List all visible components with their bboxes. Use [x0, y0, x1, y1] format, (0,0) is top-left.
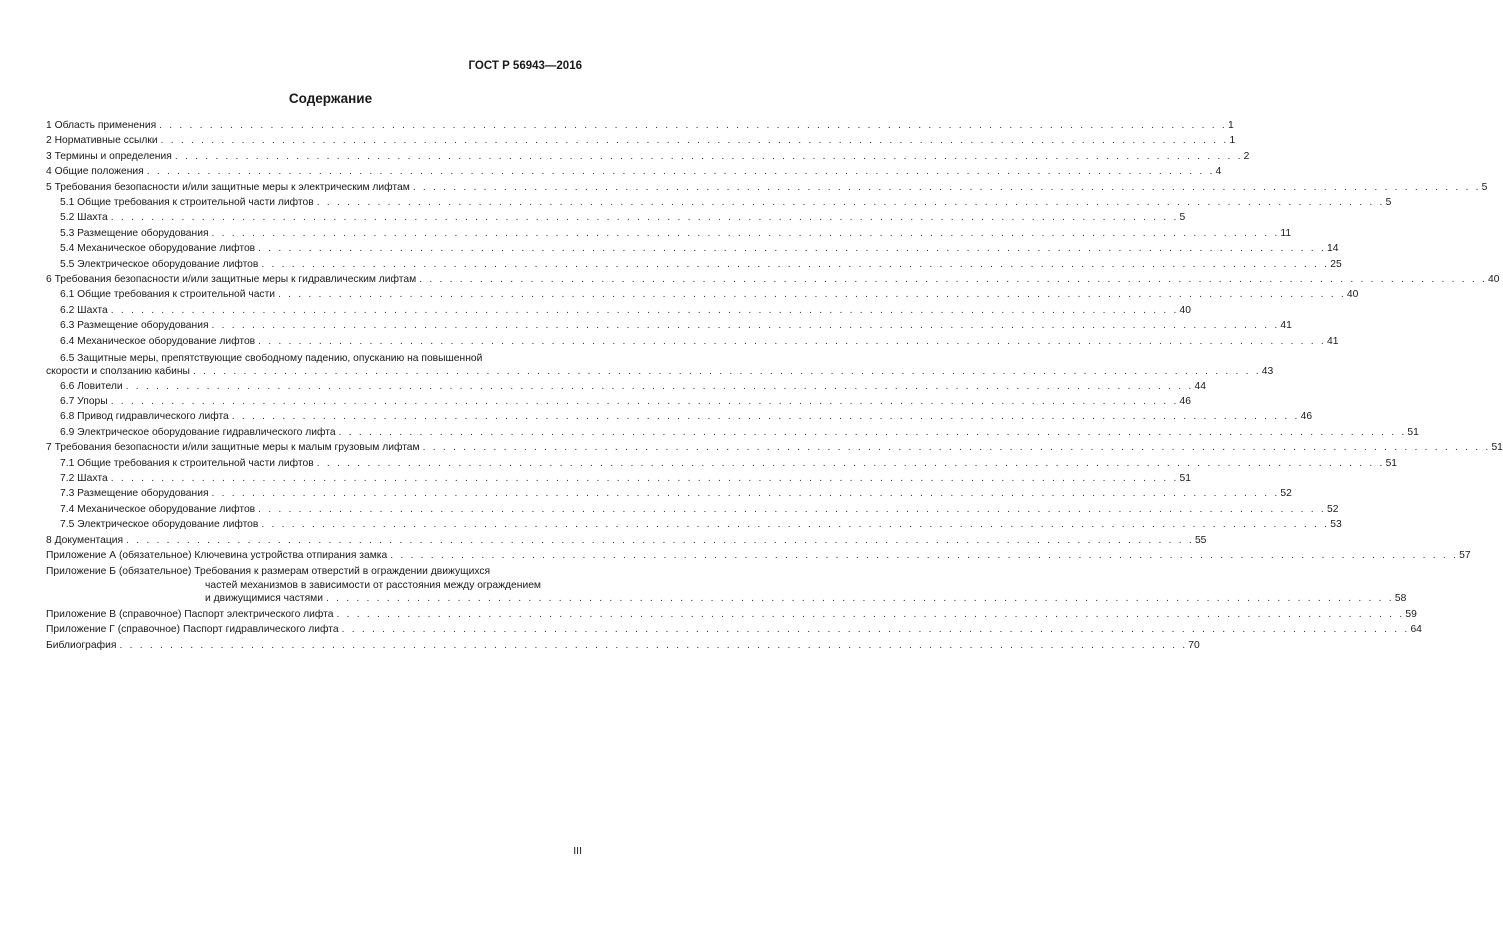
toc-entry-label: 7.3 Размещение оборудования — [60, 488, 209, 500]
toc-entry-label: 2 Нормативные ссылки — [46, 135, 158, 147]
dot-leader: . . . . . . . . . . . . . . . . . . . . . . . . . . . . . . . . . . . . . . . . . . . . . . . . . . . . . . . . . . . . . . . . . . . . . . . . . . . . . . . . . . . . . . . . . . . . . . . . . . . . . . . . . . — [211, 227, 1280, 239]
toc-entry-label: 6.4 Механическое оборудование лифтов — [60, 335, 256, 347]
dot-leader: . . . . . . . . . . . . . . . . . . . . . . . . . . . . . . . . . . . . . . . . . . . . . . . . . . . . . . . . . . . . . . . . . . . . . . . . . . . . . . . . . . . . . . . . . . . . . . . . . . . . . . . . . . — [390, 549, 1459, 561]
toc-entry-label: 5 Требования безопасности и/или защитные меры к электрическим лифтам — [46, 181, 410, 193]
toc-entry-label: 6.3 Размещение оборудования — [60, 320, 209, 332]
toc-entry-6-1[interactable] — [46, 287, 1359, 302]
dot-leader: . . . . . . . . . . . . . . . . . . . . . . . . . . . . . . . . . . . . . . . . . . . . . . . . . . . . . . . . . . . . . . . . . . . . . . . . . . . . . . . . . . . . . . . . . . . . . . . . . . . . . . . . . . — [261, 258, 1330, 270]
toc-entry-label: 5.2 Шахта — [60, 212, 108, 224]
toc-entry-page: 40 — [1179, 304, 1192, 316]
dot-leader: . . . . . . . . . . . . . . . . . . . . . . . . . . . . . . . . . . . . . . . . . . . . . . . . . . . . . . . . . . . . . . . . . . . . . . . . . . . . . . . . . . . . . . . . . . . . . . . . . . . . . . . . . . — [160, 135, 1229, 147]
toc-entry-page: 1 — [1228, 120, 1234, 131]
dot-leader: . . . . . . . . . . . . . . . . . . . . . . . . . . . . . . . . . . . . . . . . . . . . . . . . . . . . . . . . . . . . . . . . . . . . . . . . . . . . . . . . . . . . . . . . . . . . . . . . . . . . . . . . . . — [192, 366, 1261, 378]
toc-entry-label: и движущимися частями — [205, 592, 323, 604]
dot-leader: . . . . . . . . . . . . . . . . . . . . . . . . . . . . . . . . . . . . . . . . . . . . . . . . . . . . . . . . . . . . . . . . . . . . . . . . . . . . . . . . . . . . . . . . . . . . . . . . . . . . . . . . . . — [159, 120, 1227, 131]
toc-entry-page: 5 — [1179, 212, 1186, 224]
toc-entry-page: 43 — [1261, 366, 1274, 378]
dot-leader: . . . . . . . . . . . . . . . . . . . . . . . . . . . . . . . . . . . . . . . . . . . . . . . . . . . . . . . . . . . . . . . . . . . . . . . . . . . . . . . . . . . . . . . . . . . . . . . . . . . . . . . . . . — [422, 442, 1491, 454]
dot-leader: . . . . . . . . . . . . . . . . . . . . . . . . . . . . . . . . . . . . . . . . . . . . . . . . . . . . . . . . . . . . . . . . . . . . . . . . . . . . . . . . . . . . . . . . . . . . . . . . . . . . . . . . . . — [231, 411, 1300, 423]
toc-entry-page: 41 — [1327, 335, 1339, 347]
toc-entry-label: 7 Требования безопасности и/или защитные меры к малым грузовым лифтам — [46, 442, 420, 454]
toc-entry-7-3[interactable] — [46, 486, 1292, 501]
toc-entry-4[interactable] — [46, 164, 1222, 179]
toc-entry-6-9[interactable] — [46, 425, 1419, 440]
toc-entry-label: 5.5 Электрическое оборудование лифтов — [60, 258, 259, 270]
toc-entry-label: 7.4 Механическое оборудование лифтов — [60, 503, 256, 515]
toc-entry-label: 7.1 Общие требования к строительной части лифтов — [60, 457, 314, 469]
toc-entry-appendix-a[interactable] — [46, 548, 1471, 563]
toc-entry-7-2[interactable] — [46, 471, 1192, 486]
dot-leader: . . . . . . . . . . . . . . . . . . . . . . . . . . . . . . . . . . . . . . . . . . . . . . . . . . . . . . . . . . . . . . . . . . . . . . . . . . . . . . . . . . . . . . . . . . . . . . . . . . . . . . . . . . — [258, 335, 1326, 347]
toc-entry-label: Приложение А (обязательное) Ключевина устройства отпирания замка — [46, 549, 388, 561]
toc-entry-page: 52 — [1327, 503, 1339, 515]
dot-leader: . . . . . . . . . . . . . . . . . . . . . . . . . . . . . . . . . . . . . . . . . . . . . . . . . . . . . . . . . . . . . . . . . . . . . . . . . . . . . . . . . . . . . . . . . . . . . . . . . . . . . . . . . . — [110, 304, 1179, 316]
toc-entry-7-5[interactable] — [46, 517, 1342, 532]
dot-leader: . . . . . . . . . . . . . . . . . . . . . . . . . . . . . . . . . . . . . . . . . . . . . . . . . . . . . . . . . . . . . . . . . . . . . . . . . . . . . . . . . . . . . . . . . . . . . . . . . . . . . . . . . . — [258, 243, 1326, 255]
toc-entry-6-4[interactable] — [46, 334, 1339, 349]
dot-leader: . . . . . . . . . . . . . . . . . . . . . . . . . . . . . . . . . . . . . . . . . . . . . . . . . . . . . . . . . . . . . . . . . . . . . . . . . . . . . . . . . . . . . . . . . . . . . . . . . . . . . . . . . . — [119, 639, 1188, 651]
toc-entry-label: 6 Требования безопасности и/или защитные меры к гидравлическим лифтам — [46, 274, 417, 286]
toc-entry-page: 64 — [1410, 624, 1422, 636]
toc-entry-page: 11 — [1280, 227, 1292, 239]
toc-entry-5-5[interactable] — [46, 257, 1342, 272]
toc-entry-page: 59 — [1405, 608, 1417, 620]
toc-entry-page: 40 — [1488, 274, 1500, 286]
dot-leader: . . . . . . . . . . . . . . . . . . . . . . . . . . . . . . . . . . . . . . . . . . . . . . . . . . . . . . . . . . . . . . . . . . . . . . . . . . . . . . . . . . . . . . . . . . . . . . . . . . . . . . . . . . — [326, 592, 1394, 604]
toc-entry-appendix-v[interactable] — [46, 607, 1417, 622]
toc-entry-6-7[interactable] — [46, 394, 1191, 409]
toc-entry-5-3[interactable] — [46, 226, 1292, 241]
toc-entry-page: 57 — [1459, 549, 1471, 561]
toc-entry-label: 8 Документация — [46, 534, 124, 546]
toc-entry-2[interactable] — [46, 133, 1236, 148]
dot-leader: . . . . . . . . . . . . . . . . . . . . . . . . . . . . . . . . . . . . . . . . . . . . . . . . . . . . . . . . . . . . . . . . . . . . . . . . . . . . . . . . . . . . . . . . . . . . . . . . . . . . . . . . . . — [110, 395, 1179, 407]
toc-entry-page: 70 — [1188, 639, 1200, 651]
toc-entry-6[interactable] — [46, 272, 1500, 287]
toc-entry-label: 6.1 Общие требования к строительной части — [60, 289, 276, 301]
dot-leader: . . . . . . . . . . . . . . . . . . . . . . . . . . . . . . . . . . . . . . . . . . . . . . . . . . . . . . . . . . . . . . . . . . . . . . . . . . . . . . . . . . . . . . . . . . . . . . . . . . . . . . . . . . — [316, 197, 1385, 209]
table-of-contents — [46, 118, 1503, 653]
toc-entry-page: 53 — [1330, 519, 1342, 531]
dot-leader: . . . . . . . . . . . . . . . . . . . . . . . . . . . . . . . . . . . . . . . . . . . . . . . . . . . . . . . . . . . . . . . . . . . . . . . . . . . . . . . . . . . . . . . . . . . . . . . . . . . . . . . . . . — [174, 150, 1243, 162]
toc-entry-6-6[interactable] — [46, 379, 1206, 394]
toc-entry-1[interactable] — [46, 118, 1234, 133]
toc-entry-page: 4 — [1215, 166, 1222, 178]
toc-entry-page: 44 — [1194, 380, 1206, 392]
dot-leader: . . . . . . . . . . . . . . . . . . . . . . . . . . . . . . . . . . . . . . . . . . . . . . . . . . . . . . . . . . . . . . . . . . . . . . . . . . . . . . . . . . . . . . . . . . . . . . . . . . . . . . . . . . — [110, 472, 1179, 484]
toc-entry-8[interactable] — [46, 533, 1207, 548]
dot-leader: . . . . . . . . . . . . . . . . . . . . . . . . . . . . . . . . . . . . . . . . . . . . . . . . . . . . . . . . . . . . . . . . . . . . . . . . . . . . . . . . . . . . . . . . . . . . . . . . . . . . . . . . . . — [211, 488, 1280, 500]
toc-entry-label: Приложение Г (справочное) Паспорт гидравлического лифта — [46, 624, 339, 636]
page-title: Содержание — [288, 91, 373, 106]
toc-entry-page: 51 — [1407, 426, 1419, 438]
dot-leader: . . . . . . . . . . . . . . . . . . . . . . . . . . . . . . . . . . . . . . . . . . . . . . . . . . . . . . . . . . . . . . . . . . . . . . . . . . . . . . . . . . . . . . . . . . . . . . . . . . . . . . . . . . — [338, 426, 1407, 438]
toc-entry-6-3[interactable] — [46, 318, 1292, 333]
toc-entry-6-5[interactable] — [46, 349, 1274, 378]
toc-entry-page: 51 — [1385, 457, 1398, 469]
dot-leader: . . . . . . . . . . . . . . . . . . . . . . . . . . . . . . . . . . . . . . . . . . . . . . . . . . . . . . . . . . . . . . . . . . . . . . . . . . . . . . . . . . . . . . . . . . . . . . . . . . . . . . . . . . — [341, 624, 1410, 636]
toc-entry-label: 4 Общие положения — [46, 166, 144, 178]
toc-entry-7-1[interactable] — [46, 456, 1398, 471]
toc-entry-label-line2: частей механизмов в зависимости от расстояния между ограждением — [205, 579, 542, 591]
toc-entry-6-2[interactable] — [46, 303, 1192, 318]
toc-entry-5-1[interactable] — [46, 195, 1392, 210]
toc-entry-7-4[interactable] — [46, 502, 1339, 517]
toc-entry-label: 6.9 Электрическое оборудование гидравлического лифта — [60, 426, 336, 438]
toc-entry-label: 5.4 Механическое оборудование лифтов — [60, 243, 256, 255]
dot-leader: . . . . . . . . . . . . . . . . . . . . . . . . . . . . . . . . . . . . . . . . . . . . . . . . . . . . . . . . . . . . . . . . . . . . . . . . . . . . . . . . . . . . . . . . . . . . . . . . . . . . . . . . . . — [125, 380, 1194, 392]
document-id: ГОСТ Р 56943—2016 — [468, 60, 582, 72]
toc-entry-label: Приложение В (справочное) Паспорт электрического лифта — [46, 608, 334, 620]
toc-entry-label: Библиография — [46, 639, 117, 651]
dot-leader: . . . . . . . . . . . . . . . . . . . . . . . . . . . . . . . . . . . . . . . . . . . . . . . . . . . . . . . . . . . . . . . . . . . . . . . . . . . . . . . . . . . . . . . . . . . . . . . . . . . . . . . . . . — [336, 608, 1405, 620]
toc-entry-label: 6.8 Привод гидравлического лифта — [60, 411, 229, 423]
toc-entry-page: 40 — [1346, 289, 1359, 301]
toc-entry-page: 46 — [1300, 411, 1313, 423]
toc-entry-page: 51 — [1179, 472, 1192, 484]
dot-leader: . . . . . . . . . . . . . . . . . . . . . . . . . . . . . . . . . . . . . . . . . . . . . . . . . . . . . . . . . . . . . . . . . . . . . . . . . . . . . . . . . . . . . . . . . . . . . . . . . . . . . . . . . . — [412, 181, 1481, 193]
toc-entry-label-line1: Приложение Б (обязательное) Требования к размерам отверстий в ограждении движущихся — [46, 566, 491, 578]
toc-entry-7[interactable] — [46, 440, 1503, 455]
toc-entry-page: 41 — [1280, 320, 1292, 332]
toc-entry-page: 52 — [1280, 488, 1292, 500]
toc-entry-label: 6.2 Шахта — [60, 304, 108, 316]
toc-entry-page: 25 — [1330, 258, 1342, 270]
toc-entry-label: 6.6 Ловители — [60, 380, 123, 392]
toc-entry-page: 58 — [1394, 592, 1407, 604]
toc-entry-appendix-b[interactable] — [46, 563, 1407, 605]
toc-entry-label: 7.2 Шахта — [60, 472, 108, 484]
toc-entry-page: 51 — [1491, 442, 1503, 454]
toc-entry-page: 5 — [1385, 197, 1392, 209]
dot-leader: . . . . . . . . . . . . . . . . . . . . . . . . . . . . . . . . . . . . . . . . . . . . . . . . . . . . . . . . . . . . . . . . . . . . . . . . . . . . . . . . . . . . . . . . . . . . . . . . . . . . . . . . . . — [211, 320, 1280, 332]
toc-entry-5-2[interactable] — [46, 210, 1186, 225]
toc-entry-page: 1 — [1229, 135, 1236, 147]
dot-leader: . . . . . . . . . . . . . . . . . . . . . . . . . . . . . . . . . . . . . . . . . . . . . . . . . . . . . . . . . . . . . . . . . . . . . . . . . . . . . . . . . . . . . . . . . . . . . . . . . . . . . . . . . . — [278, 289, 1346, 301]
dot-leader: . . . . . . . . . . . . . . . . . . . . . . . . . . . . . . . . . . . . . . . . . . . . . . . . . . . . . . . . . . . . . . . . . . . . . . . . . . . . . . . . . . . . . . . . . . . . . . . . . . . . . . . . . . — [110, 212, 1179, 224]
toc-entry-appendix-g[interactable] — [46, 622, 1422, 637]
toc-entry-page: 55 — [1194, 534, 1207, 546]
dot-leader: . . . . . . . . . . . . . . . . . . . . . . . . . . . . . . . . . . . . . . . . . . . . . . . . . . . . . . . . . . . . . . . . . . . . . . . . . . . . . . . . . . . . . . . . . . . . . . . . . . . . . . . . . . — [126, 534, 1194, 546]
toc-entry-label: 6.7 Упоры — [60, 395, 108, 407]
toc-entry-label: 3 Термины и определения — [46, 150, 172, 162]
toc-entry-page: 2 — [1243, 150, 1250, 162]
toc-entry-label: скорости и сползанию кабины — [46, 366, 190, 378]
page-number: III — [573, 845, 582, 857]
toc-entry-page: 5 — [1481, 181, 1488, 193]
toc-entry-3[interactable] — [46, 149, 1250, 164]
toc-entry-page: 14 — [1327, 243, 1339, 255]
toc-entry-6-8[interactable] — [46, 409, 1313, 424]
toc-entry-bibliography[interactable] — [46, 638, 1200, 653]
toc-entry-5-4[interactable] — [46, 241, 1339, 256]
toc-entry-5[interactable] — [46, 180, 1488, 195]
toc-entry-page: 46 — [1179, 395, 1191, 407]
dot-leader: . . . . . . . . . . . . . . . . . . . . . . . . . . . . . . . . . . . . . . . . . . . . . . . . . . . . . . . . . . . . . . . . . . . . . . . . . . . . . . . . . . . . . . . . . . . . . . . . . . . . . . . . . . — [258, 503, 1326, 515]
toc-entry-label-line1: 6.5 Защитные меры, препятствующие свободному падению, опусканию на повышенной — [60, 353, 483, 365]
dot-leader: . . . . . . . . . . . . . . . . . . . . . . . . . . . . . . . . . . . . . . . . . . . . . . . . . . . . . . . . . . . . . . . . . . . . . . . . . . . . . . . . . . . . . . . . . . . . . . . . . . . . . . . . . . — [146, 166, 1215, 178]
toc-entry-label: 1 Область применения — [46, 120, 157, 131]
dot-leader: . . . . . . . . . . . . . . . . . . . . . . . . . . . . . . . . . . . . . . . . . . . . . . . . . . . . . . . . . . . . . . . . . . . . . . . . . . . . . . . . . . . . . . . . . . . . . . . . . . . . . . . . . . — [261, 519, 1330, 531]
dot-leader: . . . . . . . . . . . . . . . . . . . . . . . . . . . . . . . . . . . . . . . . . . . . . . . . . . . . . . . . . . . . . . . . . . . . . . . . . . . . . . . . . . . . . . . . . . . . . . . . . . . . . . . . . . — [419, 274, 1488, 286]
toc-entry-label: 5.1 Общие требования к строительной части лифтов — [60, 197, 314, 209]
toc-entry-label: 5.3 Размещение оборудования — [60, 227, 209, 239]
toc-entry-label: 7.5 Электрическое оборудование лифтов — [60, 519, 259, 531]
dot-leader: . . . . . . . . . . . . . . . . . . . . . . . . . . . . . . . . . . . . . . . . . . . . . . . . . . . . . . . . . . . . . . . . . . . . . . . . . . . . . . . . . . . . . . . . . . . . . . . . . . . . . . . . . . — [316, 457, 1385, 469]
